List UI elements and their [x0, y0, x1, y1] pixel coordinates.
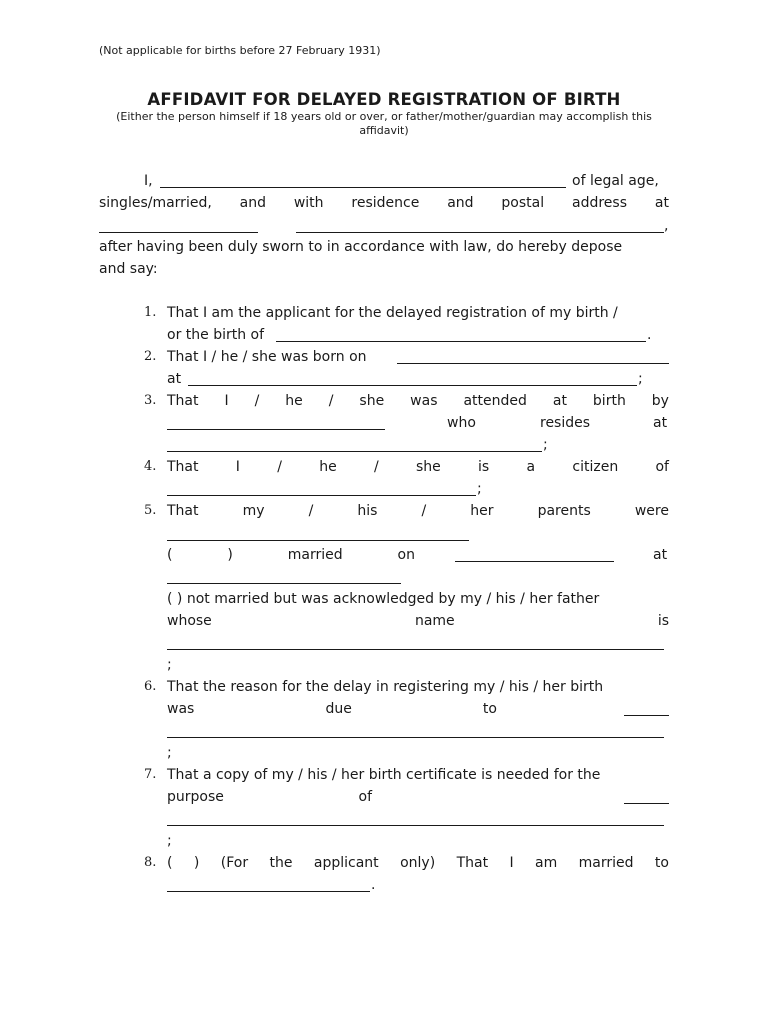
purpose-blank[interactable]	[167, 825, 664, 826]
item-8-line-1	[167, 855, 669, 871]
document-subtitle: (Either the person himself if 18 years old or over, or father/mother/guardian may accomplish this affidavit)	[116, 110, 652, 137]
item-3-semicolon: ;	[543, 437, 548, 453]
item-5-word: his	[357, 503, 378, 519]
item-3-word: he	[285, 393, 303, 409]
item-8-word: only)	[400, 855, 436, 871]
item-8-word: to	[654, 855, 669, 871]
item-4-word: That	[167, 459, 199, 475]
item-number-4: 4.	[144, 459, 157, 474]
item-8-word: married	[578, 855, 634, 871]
item-8-word: (	[167, 855, 173, 871]
item-5-whose-word: name	[414, 613, 455, 629]
intro-word: and	[447, 195, 474, 211]
item-3-word: was	[410, 393, 438, 409]
marriage-date-blank[interactable]	[455, 561, 614, 562]
item-5-married-at: at	[653, 547, 668, 563]
item-4-word: citizen	[572, 459, 619, 475]
intro-word: with	[293, 195, 324, 211]
item-2-line-1: That I / he / she was born on	[167, 349, 367, 365]
item-5-word: /	[421, 503, 427, 519]
intro-depose-line: and say:	[99, 261, 158, 277]
intro-residence-line	[99, 195, 669, 211]
intro-i-label: I,	[144, 173, 153, 189]
item-4-word: of	[655, 459, 669, 475]
item-4-semicolon: ;	[477, 481, 482, 497]
item-7-line-2	[167, 789, 372, 805]
parents-names-blank[interactable]	[167, 540, 469, 541]
item-1-line-2: or the birth of	[167, 327, 265, 343]
intro-word: postal	[501, 195, 545, 211]
item-4-word: I	[235, 459, 240, 475]
item-6-line-2	[167, 701, 497, 717]
spouse-name-blank[interactable]	[167, 891, 370, 892]
item-8-word: That	[456, 855, 489, 871]
birth-place-blank[interactable]	[188, 385, 637, 386]
item-3-word: /	[328, 393, 334, 409]
item-3-line-1	[167, 393, 669, 409]
residence-blank[interactable]	[99, 232, 258, 233]
item-2-at: at	[167, 371, 182, 387]
document-title: AFFIDAVIT FOR DELAYED REGISTRATION OF BIRTH	[147, 90, 621, 109]
item-5-married-word: (	[167, 547, 173, 563]
applicant-name-blank[interactable]	[160, 187, 566, 188]
item-5-married-word: )	[227, 547, 233, 563]
delay-reason-blank-short[interactable]	[624, 715, 669, 716]
item-number-6: 6.	[144, 679, 157, 694]
item-5-not-married: ( ) not married but was acknowledged by my / his / her father	[167, 591, 600, 607]
item-5-word: parents	[537, 503, 591, 519]
item-6-line-1: That the reason for the delay in registering my / his / her birth	[167, 679, 604, 695]
item-number-2: 2.	[144, 349, 157, 364]
delay-reason-blank[interactable]	[167, 737, 664, 738]
item-3-word: attended	[463, 393, 527, 409]
item-3-word: birth	[592, 393, 626, 409]
intro-word: address	[571, 195, 627, 211]
item-8-period: .	[371, 877, 376, 893]
item-number-5: 5.	[144, 503, 157, 518]
item-7-semicolon: ;	[167, 833, 172, 849]
item-4-line-1	[167, 459, 669, 475]
item-5-word: were	[634, 503, 669, 519]
item-6-word: was	[167, 701, 195, 717]
intro-word: residence	[351, 195, 420, 211]
attendant-residence-blank[interactable]	[167, 451, 542, 452]
item-3-at: at	[653, 415, 668, 431]
item-1-period: .	[647, 327, 652, 343]
item-4-word: a	[526, 459, 536, 475]
item-3-resides: resides	[540, 415, 591, 431]
item-number-8: 8.	[144, 855, 157, 870]
attendant-name-blank[interactable]	[167, 429, 385, 430]
item-2-semicolon: ;	[638, 371, 643, 387]
item-7-word: purpose	[167, 789, 224, 805]
item-4-word: /	[373, 459, 379, 475]
item-number-3: 3.	[144, 393, 157, 408]
citizenship-blank[interactable]	[167, 495, 476, 496]
item-6-word: due	[325, 701, 352, 717]
item-6-word: to	[482, 701, 497, 717]
item-5-semicolon: ;	[167, 657, 172, 673]
intro-word: and	[239, 195, 266, 211]
item-5-word: /	[308, 503, 314, 519]
item-3-word: /	[254, 393, 260, 409]
item-5-married-word: married	[287, 547, 343, 563]
purpose-blank-short[interactable]	[624, 803, 669, 804]
item-8-word: )	[193, 855, 200, 871]
item-number-7: 7.	[144, 767, 157, 782]
marriage-place-blank[interactable]	[167, 583, 401, 584]
item-number-1: 1.	[144, 305, 157, 320]
item-5-whose-word: whose	[167, 613, 212, 629]
item-5-word: her	[470, 503, 494, 519]
item-1-line-1: That I am the applicant for the delayed registration of my birth /	[167, 305, 618, 321]
intro-word: singles/married,	[99, 195, 212, 211]
header-note: (Not applicable for births before 27 February 1931)	[99, 44, 381, 57]
birth-of-blank[interactable]	[276, 341, 646, 342]
item-7-word: of	[358, 789, 372, 805]
item-8-word: the	[269, 855, 293, 871]
item-5-whose-word: is	[657, 613, 669, 629]
birth-date-blank[interactable]	[397, 363, 669, 364]
item-4-word: /	[277, 459, 282, 475]
item-8-word: am	[535, 855, 558, 871]
item-4-word: she	[415, 459, 441, 475]
intro-word: at	[654, 195, 669, 211]
intro-sworn-line: after having been duly sworn to in accordance with law, do hereby depose	[99, 239, 623, 255]
item-5-whose-line	[167, 613, 669, 629]
item-8-word: (For	[220, 855, 249, 871]
intro-legal-age: of legal age,	[572, 173, 659, 189]
item-3-word: she	[359, 393, 385, 409]
item-5-line-1	[167, 503, 669, 519]
item-5-married-word: on	[397, 547, 415, 563]
item-3-who: who	[447, 415, 476, 431]
item-6-semicolon: ;	[167, 745, 172, 761]
item-4-word: he	[319, 459, 337, 475]
item-5-married-line	[167, 547, 415, 563]
item-3-word: at	[552, 393, 567, 409]
item-5-word: my	[242, 503, 265, 519]
item-5-word: That	[167, 503, 199, 519]
item-3-word: by	[651, 393, 669, 409]
intro-comma: ,	[664, 218, 669, 234]
item-3-word: That	[167, 393, 199, 409]
postal-address-blank[interactable]	[296, 232, 664, 233]
item-8-word: I	[509, 855, 514, 871]
father-name-blank[interactable]	[167, 649, 664, 650]
item-4-word: is	[478, 459, 490, 475]
item-7-line-1: That a copy of my / his / her birth certificate is needed for the	[167, 767, 601, 783]
item-8-word: applicant	[313, 855, 379, 871]
item-3-word: I	[224, 393, 229, 409]
